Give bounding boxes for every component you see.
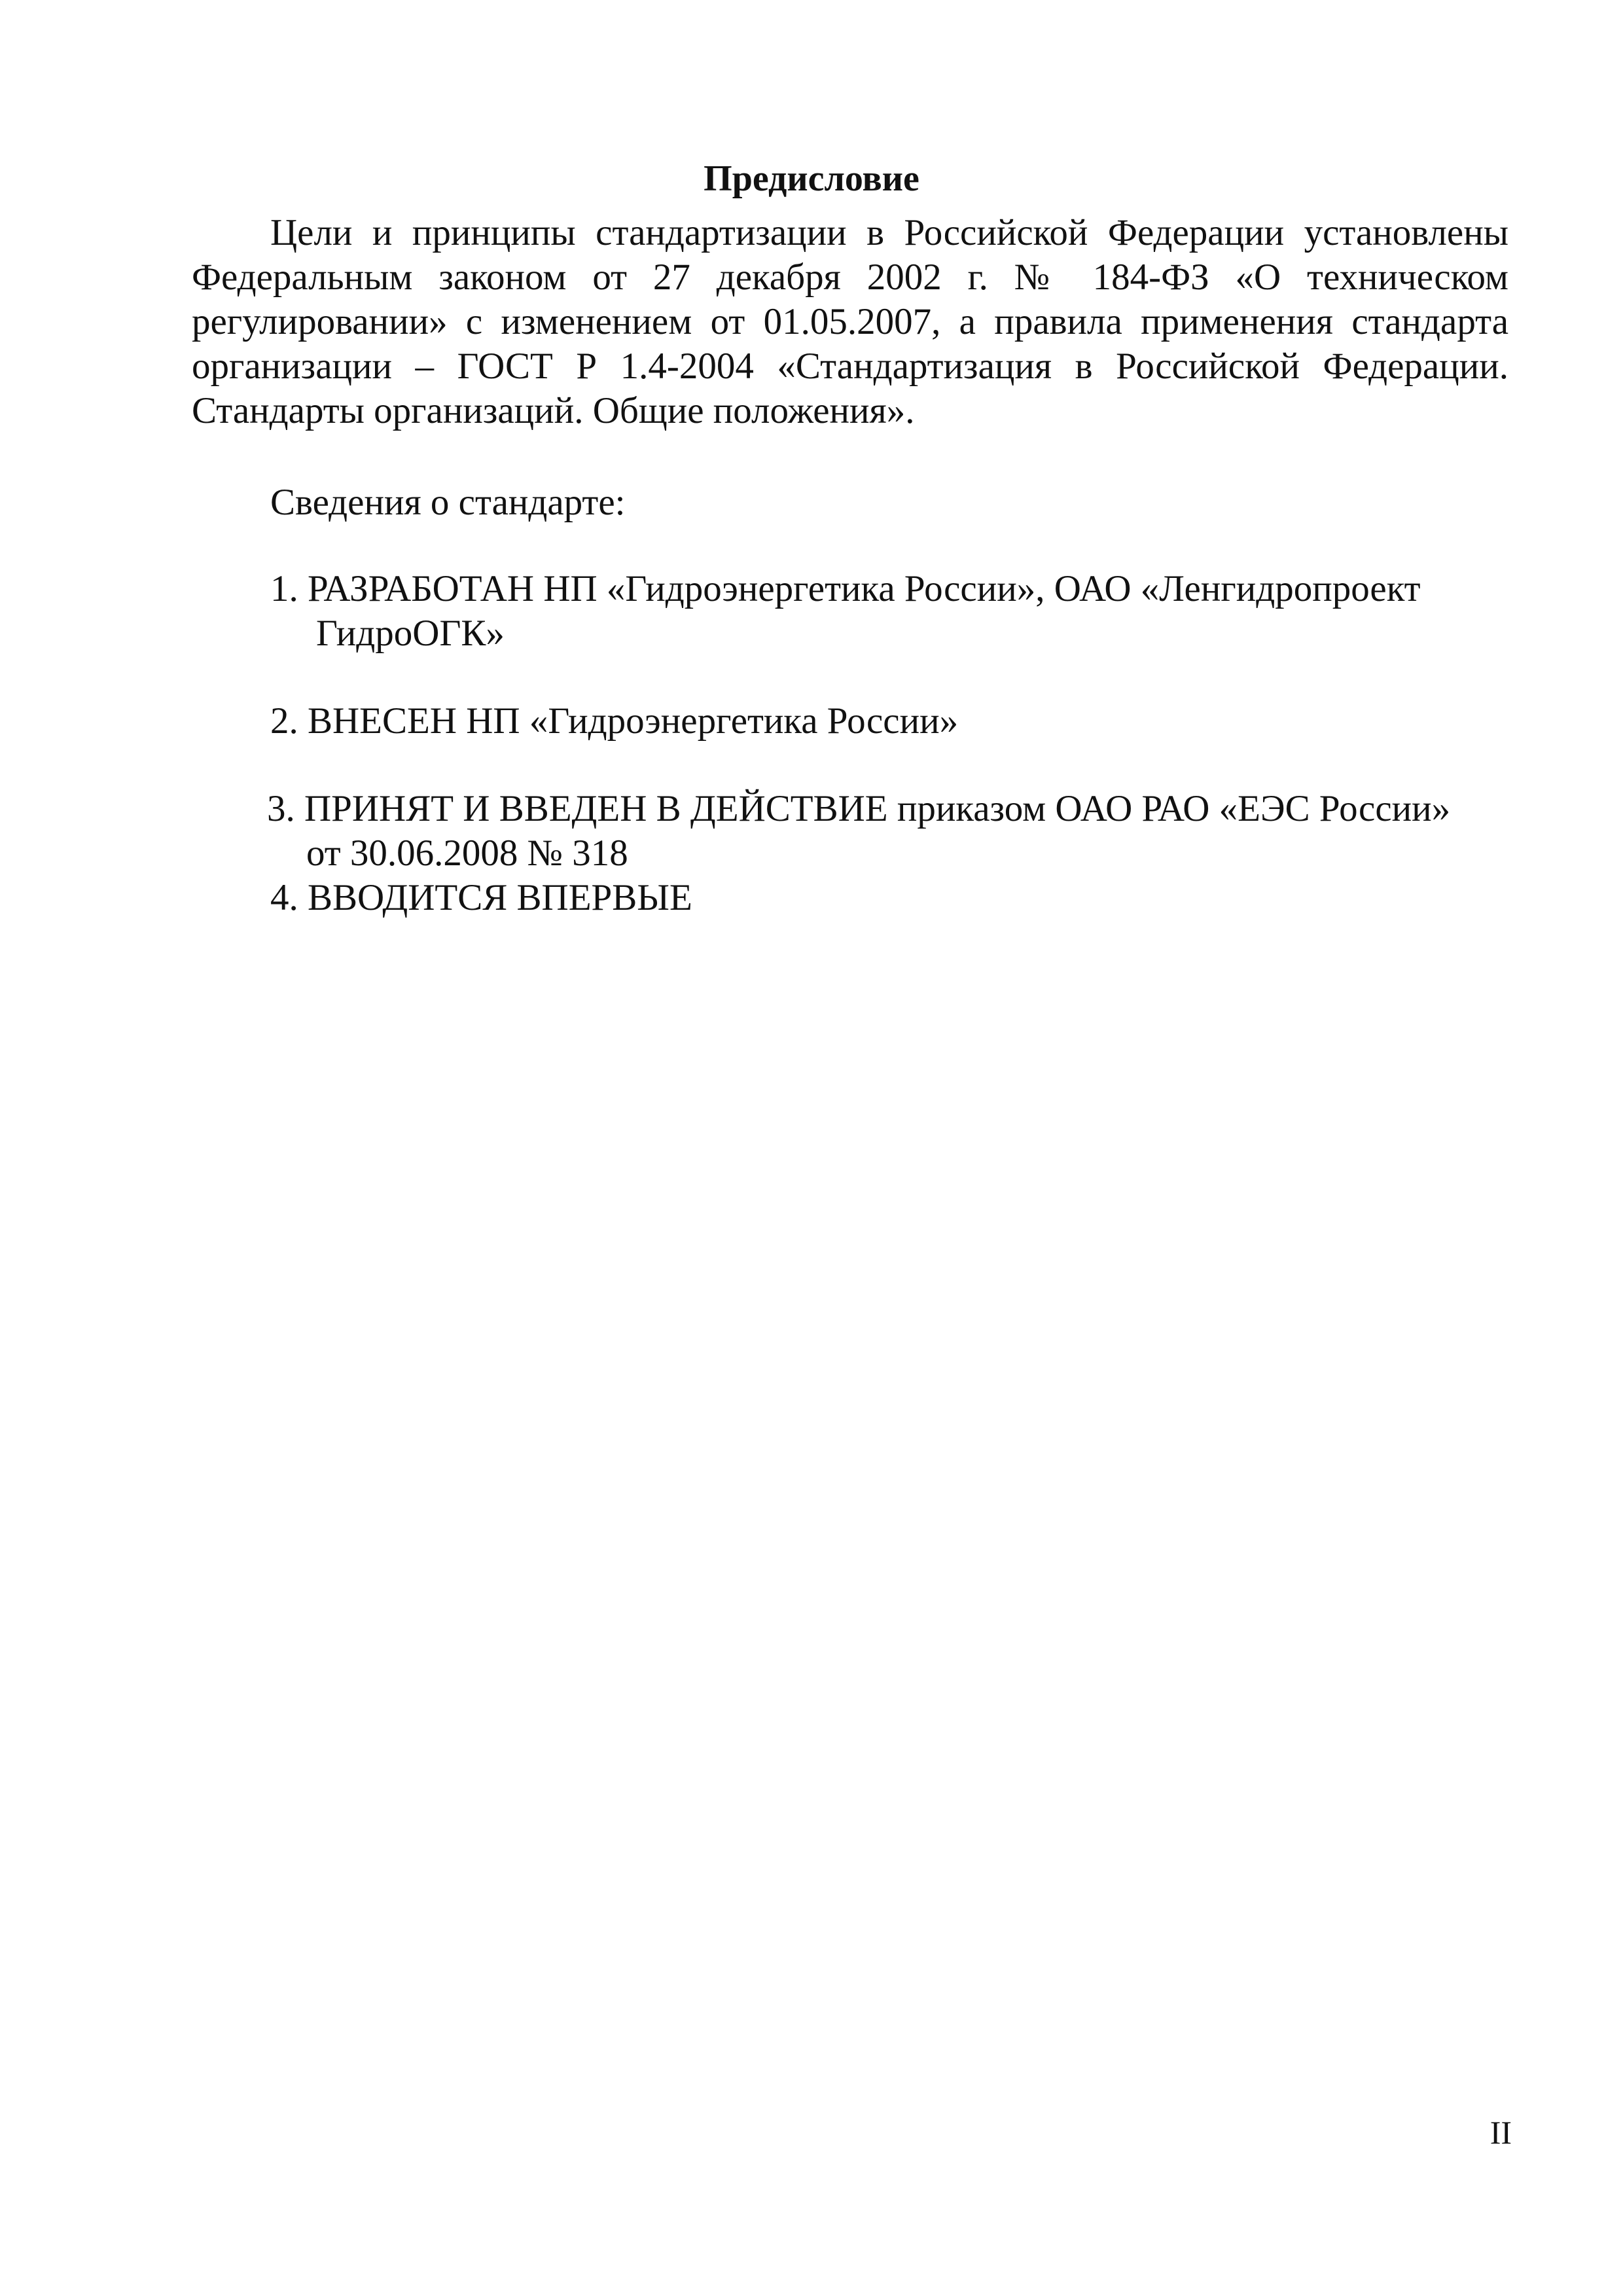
list-item-first-time: 4. ВВОДИТСЯ ВПЕРВЫЕ	[270, 877, 692, 918]
page-title: Предисловие	[704, 158, 919, 199]
list-item-introduced: 2. ВНЕСЕН НП «Гидроэнергетика России»	[270, 700, 959, 742]
list-item-developed-continuation: ГидроОГК»	[316, 613, 505, 654]
page-number: II	[1489, 2114, 1512, 2151]
list-item-developed: 1. РАЗРАБОТАН НП «Гидроэнергетика России», ОАО «Ленгидропроект	[270, 568, 1421, 609]
standard-info-label: Сведения о стандарте:	[270, 482, 626, 523]
list-item-adopted-continuation: от 30.06.2008 № 318	[306, 833, 628, 874]
intro-paragraph: Цели и принципы стандартизации в Российской Федерации установлены Федеральным законом от 27 декабря 2002 г. № 184-ФЗ «О техническом регулировании» с изменением от 01.05.2007, а правила применения стандарта организации – ГОСТ Р 1.4-2004 «Стандартизация в Российской Федерации. Стандарты организаций. Общие положения».	[192, 212, 1508, 431]
list-item-adopted: 3. ПРИНЯТ И ВВЕДЕН В ДЕЙСТВИЕ приказом ОАО РАО «ЕЭС России»	[267, 788, 1451, 829]
